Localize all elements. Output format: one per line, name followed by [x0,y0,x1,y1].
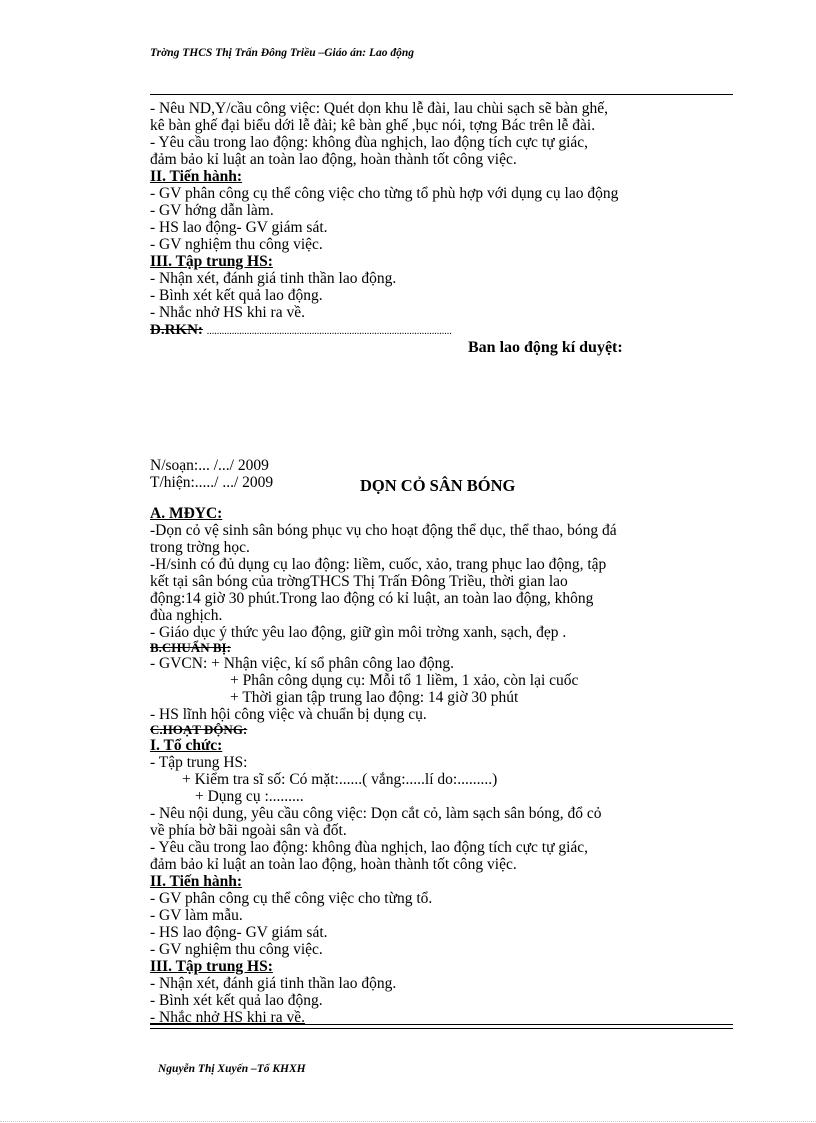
date-hien: T/hiện:...../ .../ 2009 [150,474,274,491]
paragraph-line: động:14 giờ 30 phút.Trong lao động có kỉ luật, an toàn lao động, không [150,590,594,607]
paragraph-line: - Giáo dục ý thức yêu lao động, giữ gìn môi trờng xanh, sạch, đẹp . [150,624,567,641]
paragraph-line: - Yêu cầu trong lao động: không đùa nghịch, lao động tích cực tự giác, [150,134,589,151]
list-item: - HS lao động- GV giám sát. [150,924,328,941]
list-item: - HS lao động- GV giám sát. [150,219,328,236]
approval-signature-label: Ban lao động kí duyệt: [468,339,623,356]
list-item: - GV phân công cụ thể công việc cho từng tổ phù hợp với dụng cụ lao động [150,185,619,202]
drkn-dots: .................................................................................................. [206,326,452,337]
paragraph-line: kê bàn ghế đại biểu dới lễ đài; kê bàn ghế ,bục nói, tợng Bác trên lễ đài. [150,117,596,134]
list-item: - GV nghiệm thu công việc. [150,236,323,253]
drkn-label: D.RKN: [150,322,203,338]
footer-rule [150,1028,733,1029]
list-item: - GV làm mẫu. [150,907,243,924]
list-item: - GV nghiệm thu công việc. [150,941,323,958]
section-heading: II. Tiến hành: [150,168,243,185]
section-heading: I. Tổ chức: [150,737,223,754]
header-rule [150,94,733,95]
paragraph-line: đảm bảo kỉ luật an toàn lao động, hoàn thành tốt công việc. [150,856,517,873]
paragraph-line: - Yêu cầu trong lao động: không đùa nghịch, lao động tích cực tự giác, [150,839,589,856]
paragraph-line: kết tại sân bóng của trờngTHCS Thị Trấn Đông Triều, thời gian lao [150,573,568,590]
paragraph-line: trong trờng học. [150,539,250,556]
section-heading: B.CHUẨN BỊ: [150,640,231,655]
paragraph-line: về phía bờ bãi ngoài sân và đốt. [150,822,347,839]
drkn-line [150,321,733,340]
top-section [150,100,733,340]
page-footer: Nguyễn Thị Xuyến –Tổ KHXH [158,1063,306,1075]
section-heading: III. Tập trung HS: [150,253,273,270]
list-item: + Phân công dụng cụ: Mỗi tổ 1 liềm, 1 xảo, còn lại cuốc [230,672,579,689]
list-item: - Nhắc nhở HS khi ra về. [150,1009,305,1026]
list-item: - GV hớng dẫn làm. [150,202,274,219]
page-edge [0,1121,816,1122]
list-item: + Kiểm tra sĩ số: Có mặt:......( vắng:.....lí do:.........) [182,771,498,788]
paragraph-line: - Nêu nội dung, yêu cầu công việc: Dọn cắt cỏ, làm sạch sân bóng, đổ cỏ [150,805,602,822]
list-item: - GVCN: + Nhận việc, kí sổ phân công lao động. [150,655,455,672]
list-item: - Bình xét kết quả lao động. [150,287,323,304]
section-heading: C.HOẠT ĐỘNG: [150,722,248,737]
paragraph-line: đùa nghịch. [150,607,223,624]
paragraph-line: - Nêu ND,Y/cầu công việc: Quét dọn khu lễ đài, lau chùi sạch sẽ bàn ghế, [150,100,608,117]
section-heading: III. Tập trung HS: [150,958,273,975]
footer-rule [150,1024,733,1025]
list-item: - HS lĩnh hội công việc và chuẩn bị dụng cụ. [150,706,427,723]
section-heading: II. Tiến hành: [150,873,243,890]
list-item: - Nhận xét, đánh giá tinh thần lao động. [150,270,397,287]
lesson-body [150,505,733,1026]
list-item: - Nhắc nhở HS khi ra về. [150,304,305,321]
page-header: Trờng THCS Thị Trấn Đông Triều –Giáo án: Lao động [150,47,415,59]
lesson-title: DỌN CỎ SÂN BÓNG [360,476,516,495]
section-heading: A. MĐYC: [150,505,223,522]
date-soan: N/soạn:... /.../ 2009 [150,457,269,474]
paragraph-line: đảm bảo kỉ luật an toàn lao động, hoàn thành tốt công việc. [150,151,517,168]
list-item: - Tập trung HS: [150,754,248,771]
lesson-dates [150,457,273,491]
list-item: + Dụng cụ :......... [195,788,304,805]
list-item: - GV phân công cụ thể công việc cho từng tổ. [150,890,433,907]
list-item: + Thời gian tập trung lao động: 14 giờ 30 phút [230,689,519,706]
list-item: - Bình xét kết quả lao động. [150,992,323,1009]
list-item: - Nhận xét, đánh giá tinh thần lao động. [150,975,397,992]
paragraph-line: -H/sinh có đủ dụng cụ lao động: liềm, cuốc, xảo, trang phục lao động, tập [150,556,607,573]
paragraph-line: -Dọn cỏ vệ sinh sân bóng phục vụ cho hoạt động thể dục, thể thao, bóng đá [150,522,617,539]
